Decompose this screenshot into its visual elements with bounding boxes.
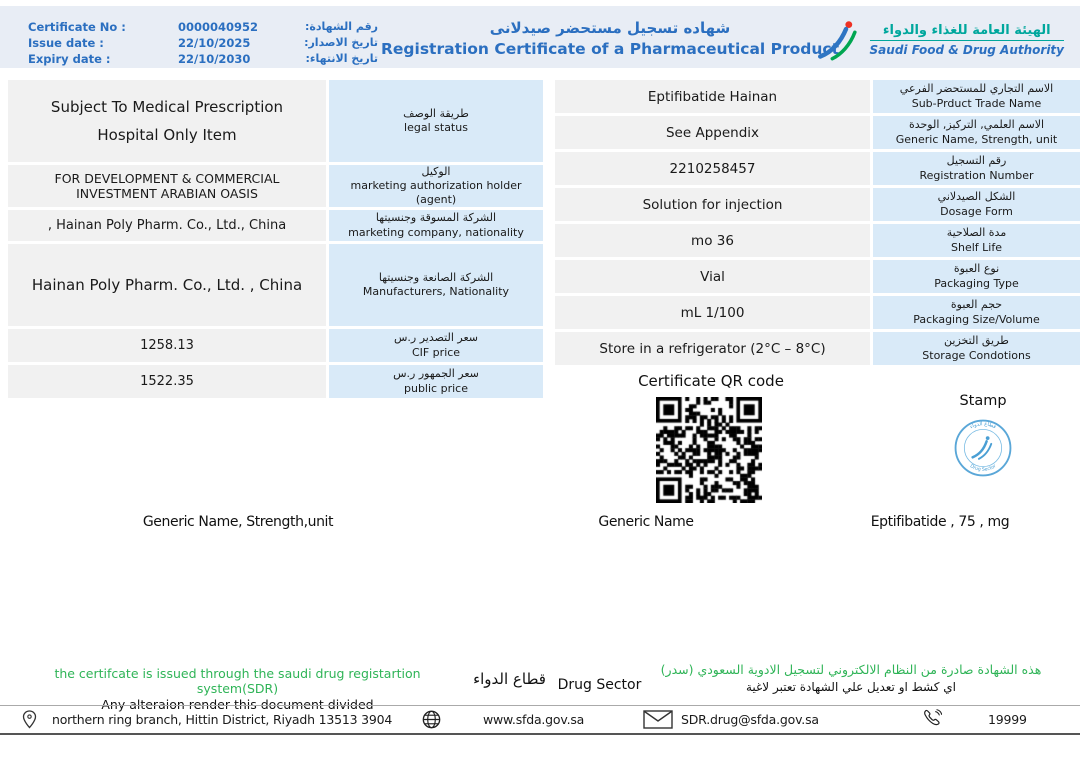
generic-name-value: See Appendix: [555, 116, 870, 149]
field-label: سعر التصدير ر.س CIF price: [329, 329, 543, 362]
table-row: [555, 80, 1080, 113]
alteration-note-arabic: اي كشط او تعديل علي الشهادة تعتبر لاغية: [745, 679, 957, 694]
field-value: FOR DEVELOPMENT & COMMERCIAL INVESTMENT ARABIAN OASIS: [8, 165, 326, 207]
address-text: northern ring branch, Hittin District, Riyadh 13513 3904: [52, 711, 393, 727]
table-row: [555, 260, 1080, 293]
field-label: حجم العبوة Packaging Size/Volume: [873, 296, 1080, 329]
bottom-divider: [0, 733, 1080, 735]
globe-icon: [422, 710, 441, 729]
sdr-note-arabic: هذه الشهادة صادرة من النظام الالكتروني لتسجيل الادوية السعودي (سدر): [660, 662, 1042, 677]
website-text: www.sfda.gov.sa: [483, 711, 585, 727]
stamp-figure-icon: [973, 436, 992, 459]
field-label: طريق التخزين Storage Condotions: [873, 332, 1080, 365]
title-arabic: شهاده تسجيل مستحضر صيدلانى: [489, 19, 731, 37]
table-row: [555, 332, 1080, 365]
location-pin-icon: [22, 710, 37, 729]
issue-date: 22/10/2025: [178, 36, 251, 50]
table-row: [8, 210, 543, 241]
certificate-meta: [28, 20, 378, 66]
field-label: الشكل الصيدلاني Dosage Form: [873, 188, 1080, 221]
authority-name-english: Saudi Food & Drug Authority: [869, 43, 1064, 57]
table-row: [8, 365, 543, 398]
stamp-label: Stamp: [959, 393, 1007, 409]
title-english: Registration Certificate of a Pharmaceutical Product: [380, 40, 840, 58]
expiry-date: 22/10/2030: [178, 52, 251, 66]
field-value: Hainan Poly Pharm. Co., Ltd. , China: [8, 244, 326, 326]
field-label: الوكيل marketing authorization holder (agent): [329, 165, 543, 207]
sfda-logo: [818, 18, 1064, 62]
phone-text: 19999: [988, 711, 1027, 727]
generic-name-column-value: Eptifibatide , 75 , mg: [870, 514, 1010, 530]
certificate-number: 0000040952: [178, 20, 259, 34]
shelf-life-value: mo 36: [555, 224, 870, 257]
table-row: [555, 224, 1080, 257]
meta-label-ar: رقم الشهادة:: [304, 20, 378, 33]
right-table: [555, 80, 1080, 368]
table-row: [8, 329, 543, 362]
meta-label-en: Issue date :: [28, 36, 104, 50]
meta-label-en: Certificate No :: [28, 20, 126, 34]
table-row: [555, 188, 1080, 221]
stamp-seal: [954, 419, 1012, 477]
email-text: SDR.drug@sfda.gov.sa: [681, 711, 819, 727]
field-label: رقم التسجيل Registration Number: [873, 152, 1080, 185]
field-label: الشركة المسوقة وجنسيتها marketing company, nationality: [329, 210, 543, 241]
field-value: Subject To Medical Prescription Hospital Only Item: [8, 80, 326, 162]
field-label: سعر الجمهور ر.س public price: [329, 365, 543, 398]
envelope-icon: [643, 710, 673, 729]
qr-code: [656, 397, 762, 503]
public-price-value: 1522.35: [8, 365, 326, 398]
table-row: [555, 116, 1080, 149]
qr-code-title: Certificate QR code: [638, 372, 784, 390]
address-group: [22, 705, 392, 733]
generic-strength-heading: Generic Name, Strength,unit: [142, 514, 334, 530]
meta-label-en: Expiry date :: [28, 52, 111, 66]
page-title: [330, 19, 890, 58]
field-label: الاسم التجاري للمستحضر الفرعي Sub-Prduct Trade Name: [873, 80, 1080, 113]
header-strip: [0, 6, 1080, 68]
packaging-size-value: mL 1/100: [555, 296, 870, 329]
drug-sector-arabic: قطاع الدواء: [473, 670, 546, 688]
website-group: [422, 705, 584, 733]
phone-group: [922, 705, 1027, 733]
sfda-logo-icon: [818, 18, 862, 62]
trade-name-value: Eptifibatide Hainan: [555, 80, 870, 113]
sdr-note-english: the certifcate is issued through the saudi drug registartion system(SDR): [54, 666, 421, 696]
authority-name-arabic: الهيئة العامة للغذاء والدواء: [870, 23, 1064, 41]
storage-conditions-value: Store in a refrigerator (2°C – 8°C): [555, 332, 870, 365]
alteration-note-english: Any alteraion render this document divided: [101, 697, 374, 712]
generic-name-column-label: Generic Name: [598, 514, 694, 530]
phone-icon: [922, 709, 942, 729]
field-label: مدة الصلاحية Shelf Life: [873, 224, 1080, 257]
footer-note-arabic: [625, 662, 1077, 695]
drug-sector-english: Drug Sector: [557, 677, 642, 693]
field-label: الاسم العلمي, التركيز, الوحدة Generic Name, Strength, unit: [873, 116, 1080, 149]
meta-label-ar: تاريخ الاصدار:: [304, 36, 378, 49]
table-row: [555, 152, 1080, 185]
field-label: الشركة الصانعة وجنسيتها Manufacturers, Nationality: [329, 244, 543, 326]
table-row: [8, 165, 543, 207]
svg-text:Drug Sector: [969, 463, 997, 473]
packaging-type-value: Vial: [555, 260, 870, 293]
table-row: [8, 244, 543, 326]
table-row: [555, 296, 1080, 329]
email-group: [643, 705, 819, 733]
cif-price-value: 1258.13: [8, 329, 326, 362]
field-label: نوع العبوة Packaging Type: [873, 260, 1080, 293]
dosage-form-value: Solution for injection: [555, 188, 870, 221]
stamp-ring-text-top: قطاع الدواء: [969, 421, 997, 431]
sfda-logo-text: [870, 23, 1064, 57]
left-table: [8, 80, 543, 401]
field-value: , Hainan Poly Pharm. Co., Ltd., China: [8, 210, 326, 241]
stamp-ring-text-bottom: Drug Sector: [968, 464, 998, 473]
table-row: [8, 80, 543, 162]
field-label: طريقة الوصف legal status: [329, 80, 543, 162]
registration-number-value: 2210258457: [555, 152, 870, 185]
meta-label-ar: تاريخ الانتهاء:: [305, 52, 378, 65]
